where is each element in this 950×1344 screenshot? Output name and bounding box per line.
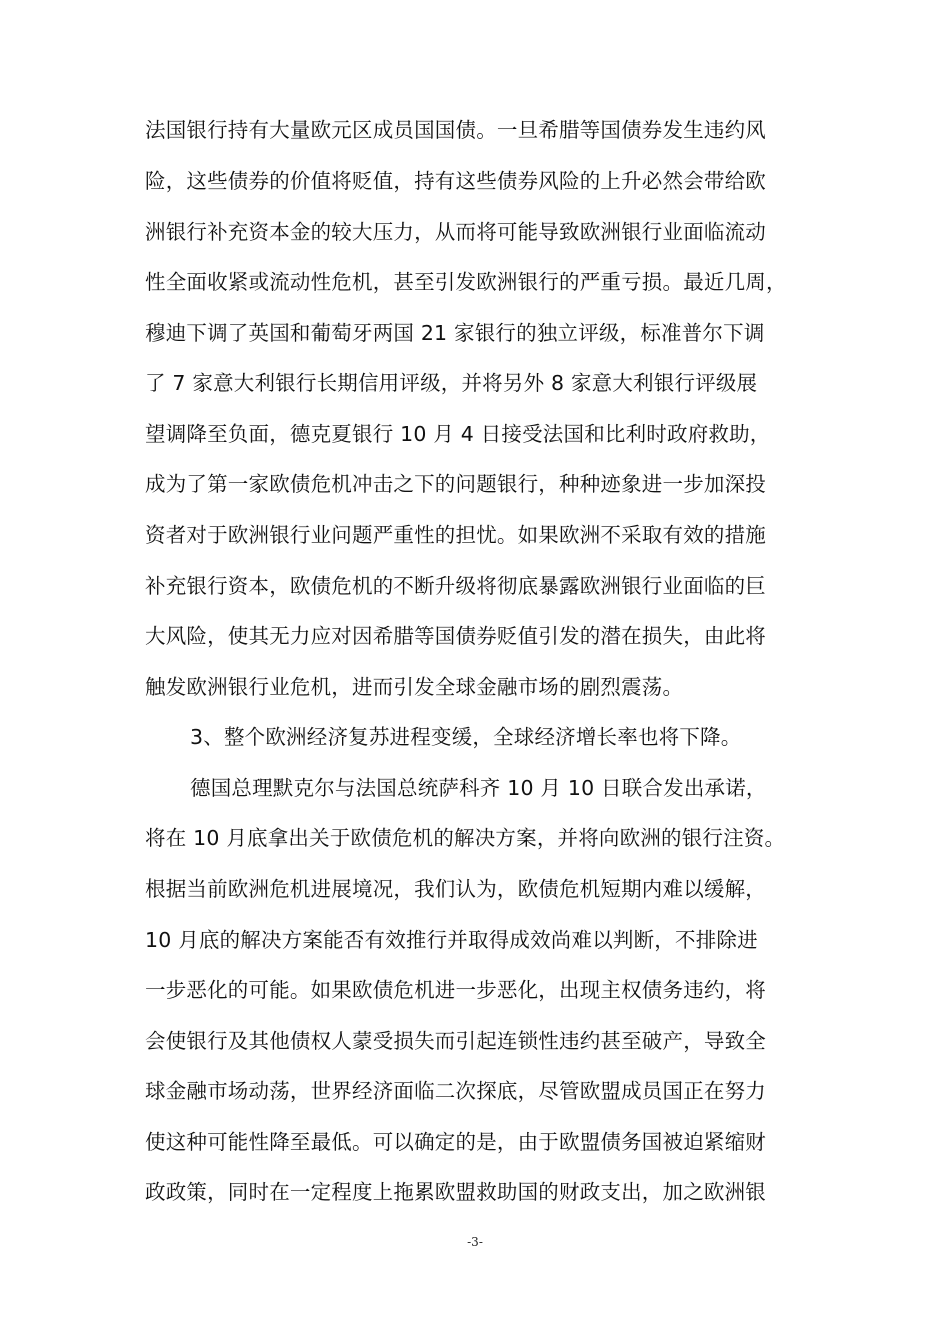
page-number: -3-: [467, 1235, 483, 1249]
text-line: 10 月底的解决方案能否有效推行并取得成效尚难以判断，不排除进: [145, 928, 758, 952]
text-line: 望调降至负面，德克夏银行 10 月 4 日接受法国和比利时政府救助，: [145, 422, 771, 446]
text-line: 会使银行及其他债权人蒙受损失而引起连锁性违约甚至破产，导致全: [145, 1029, 766, 1053]
text-line: 性全面收紧或流动性危机，甚至引发欧洲银行的严重亏损。最近几周，: [145, 270, 787, 294]
text-line: 使这种可能性降至最低。可以确定的是，由于欧盟债务国被迫紧缩财: [145, 1130, 766, 1154]
text-line: 将在 10 月底拿出关于欧债危机的解决方案，并将向欧洲的银行注资。: [145, 826, 786, 850]
text-line: 政政策，同时在一定程度上拖累欧盟救助国的财政支出，加之欧洲银: [145, 1180, 766, 1204]
text-line: 德国总理默克尔与法国总统萨科齐 10 月 10 日联合发出承诺，: [190, 776, 767, 800]
text-line: 一步恶化的可能。如果欧债危机进一步恶化，出现主权债务违约，将: [145, 978, 766, 1002]
text-line: 洲银行补充资本金的较大压力，从而将可能导致欧洲银行业面临流动: [145, 220, 766, 244]
text-line: 球金融市场动荡，世界经济面临二次探底，尽管欧盟成员国正在努力: [145, 1079, 766, 1103]
text-line: 根据当前欧洲危机进展境况，我们认为，欧债危机短期内难以缓解，: [145, 877, 766, 901]
text-line: 资者对于欧洲银行业问题严重性的担忧。如果欧洲不采取有效的措施: [145, 523, 766, 547]
text-line: 了 7 家意大利银行长期信用评级，并将另外 8 家意大利银行评级展: [145, 371, 758, 395]
text-line: 补充银行资本，欧债危机的不断升级将彻底暴露欧洲银行业面临的巨: [145, 574, 766, 598]
text-line: 大风险，使其无力应对因希腊等国债券贬值引发的潜在损失，由此将: [145, 624, 766, 648]
section-heading: 3、整个欧洲经济复苏进程变缓，全球经济增长率也将下降。: [190, 725, 742, 749]
text-line: 法国银行持有大量欧元区成员国国债。一旦希腊等国债券发生违约风: [145, 118, 766, 142]
text-line: 穆迪下调了英国和葡萄牙两国 21 家银行的独立评级，标准普尔下调: [145, 321, 765, 345]
text-line: 成为了第一家欧债危机冲击之下的问题银行，种种迹象进一步加深投: [145, 472, 766, 496]
text-line: 触发欧洲银行业危机，进而引发全球金融市场的剧烈震荡。: [145, 675, 684, 699]
text-line: 险，这些债券的价值将贬值，持有这些债券风险的上升必然会带给欧: [145, 169, 766, 193]
